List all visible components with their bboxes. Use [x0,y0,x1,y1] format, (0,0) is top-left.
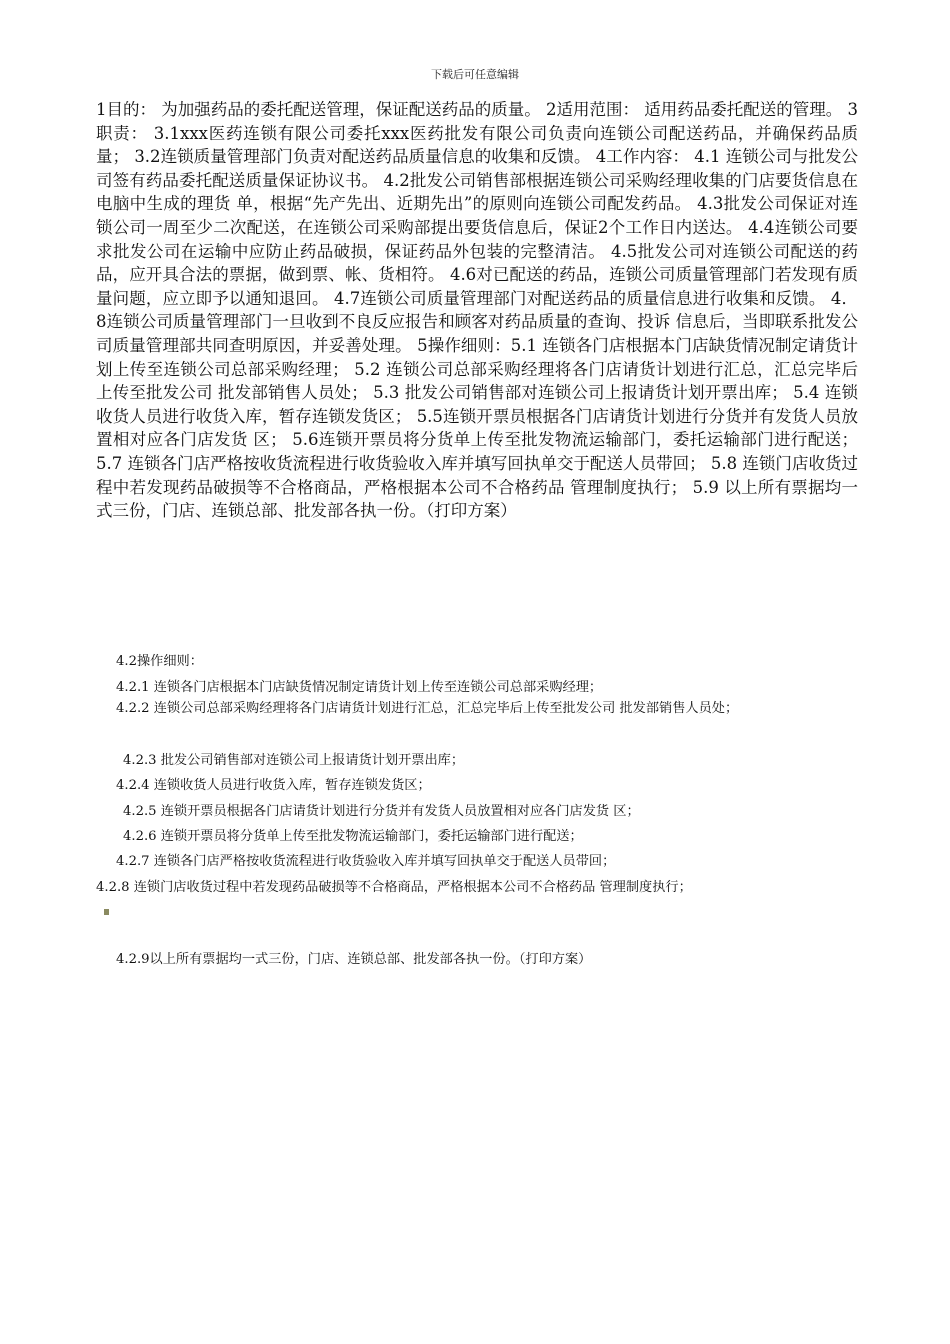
detail-item: 4.2.8 连锁门店收货过程中若发现药品破损等不合格商品，严格根据本公司不合格药品 管理制度执行； [96,880,692,895]
detail-item: 4.2.1 连锁各门店根据本门店缺货情况制定请货计划上传至连锁公司总部采购经理； [116,680,603,695]
bullet-marker-icon [104,909,109,915]
detail-item: 4.2.9以上所有票据均一式三份，门店、连锁总部、批发部各执一份。（打印方案） [116,952,592,967]
detail-item: 4.2.7 连锁各门店严格按收货流程进行收货验收入库并填写回执单交于配送人员带回； [116,854,616,869]
page-header: 下载后可任意编辑 [431,68,519,81]
main-paragraph: 1目的： 为加强药品的委托配送管理，保证配送药品的质量。 2适用范围： 适用药品委托配送的管理。 3职责： 3.1xxx医药连锁有限公司委托xxx医药批发有限公司负责向连锁公司配送药品，并确保药品质量； 3.2连锁质量管理部门负责对配送药品质量信息的收集和反馈。 4工作内容： 4.1 连锁公司与批发公司签有药品委托配送质量保证协议书。 4.2批发公司销售部根据连锁公司采购经理收集的门店要货信息在电脑中生成的理货 单，根据“先产先出、近期先出”的原则向连锁公司配发药品。 4.3批发公司保证对连锁公司一周至少二次配送，在连锁公司采购部提出要货信息后，保证2个工作日内送达。 4.4连锁公司要求批发公司在运输中应防止药品破损，保证药品外包装的完整清洁。 4.5批发公司对连锁公司配送的药品，应开具合法的票据，做到票、帐、货相符。 4.6对已配送的药品，连锁公司质量管理部门若发现有质量问题，应立即予以通知退回。 4.7连锁公司质量管理部门对配送药品的质量信息进行收集和反馈。 4．8连锁公司质量管理部门一旦收到不良反应报告和顾客对药品质量的查询、投诉 信息后，当即联系批发公司质量管理部共同查明原因，并妥善处理。 5操作细则：5.1 连锁各门店根据本门店缺货情况制定请货计划上传至连锁公司总部采购经理； 5.2 连锁公司总部采购经理将各门店请货计划进行汇总，汇总完毕后上传至批发公司 批发部销售人员处； 5.3 批发公司销售部对连锁公司上报请货计划开票出库； 5.4 连锁收货人员进行收货入库，暂存连锁发货区； 5.5连锁开票员根据各门店请货计划进行分货并有发货人员放置相对应各门店发货 区； 5.6连锁开票员将分货单上传至批发物流运输部门，委托运输部门进行配送； 5.7 连锁各门店严格按收货流程进行收货验收入库并填写回执单交于配送人员带回； 5.8 连锁门店收货过程中若发现药品破损等不合格商品，严格根据本公司不合格药品 管理制度执行； 5.9 以上所有票据均一式三份，门店、连锁总部、批发部各执一份。（打印方案） [96,100,858,521]
detail-item: 4.2.2 连锁公司总部采购经理将各门店请货计划进行汇总，汇总完毕后上传至批发公司 批发部销售人员处； [116,701,739,716]
detail-item: 4.2.3 批发公司销售部对连锁公司上报请货计划开票出库； [123,753,465,768]
details-heading: 4.2操作细则： [116,654,203,669]
detail-item: 4.2.4 连锁收货人员进行收货入库，暂存连锁发货区； [116,778,431,793]
detail-item: 4.2.6 连锁开票员将分货单上传至批发物流运输部门，委托运输部门进行配送； [123,829,583,844]
detail-item: 4.2.5 连锁开票员根据各门店请货计划进行分货并有发货人员放置相对应各门店发货 区； [123,804,640,819]
